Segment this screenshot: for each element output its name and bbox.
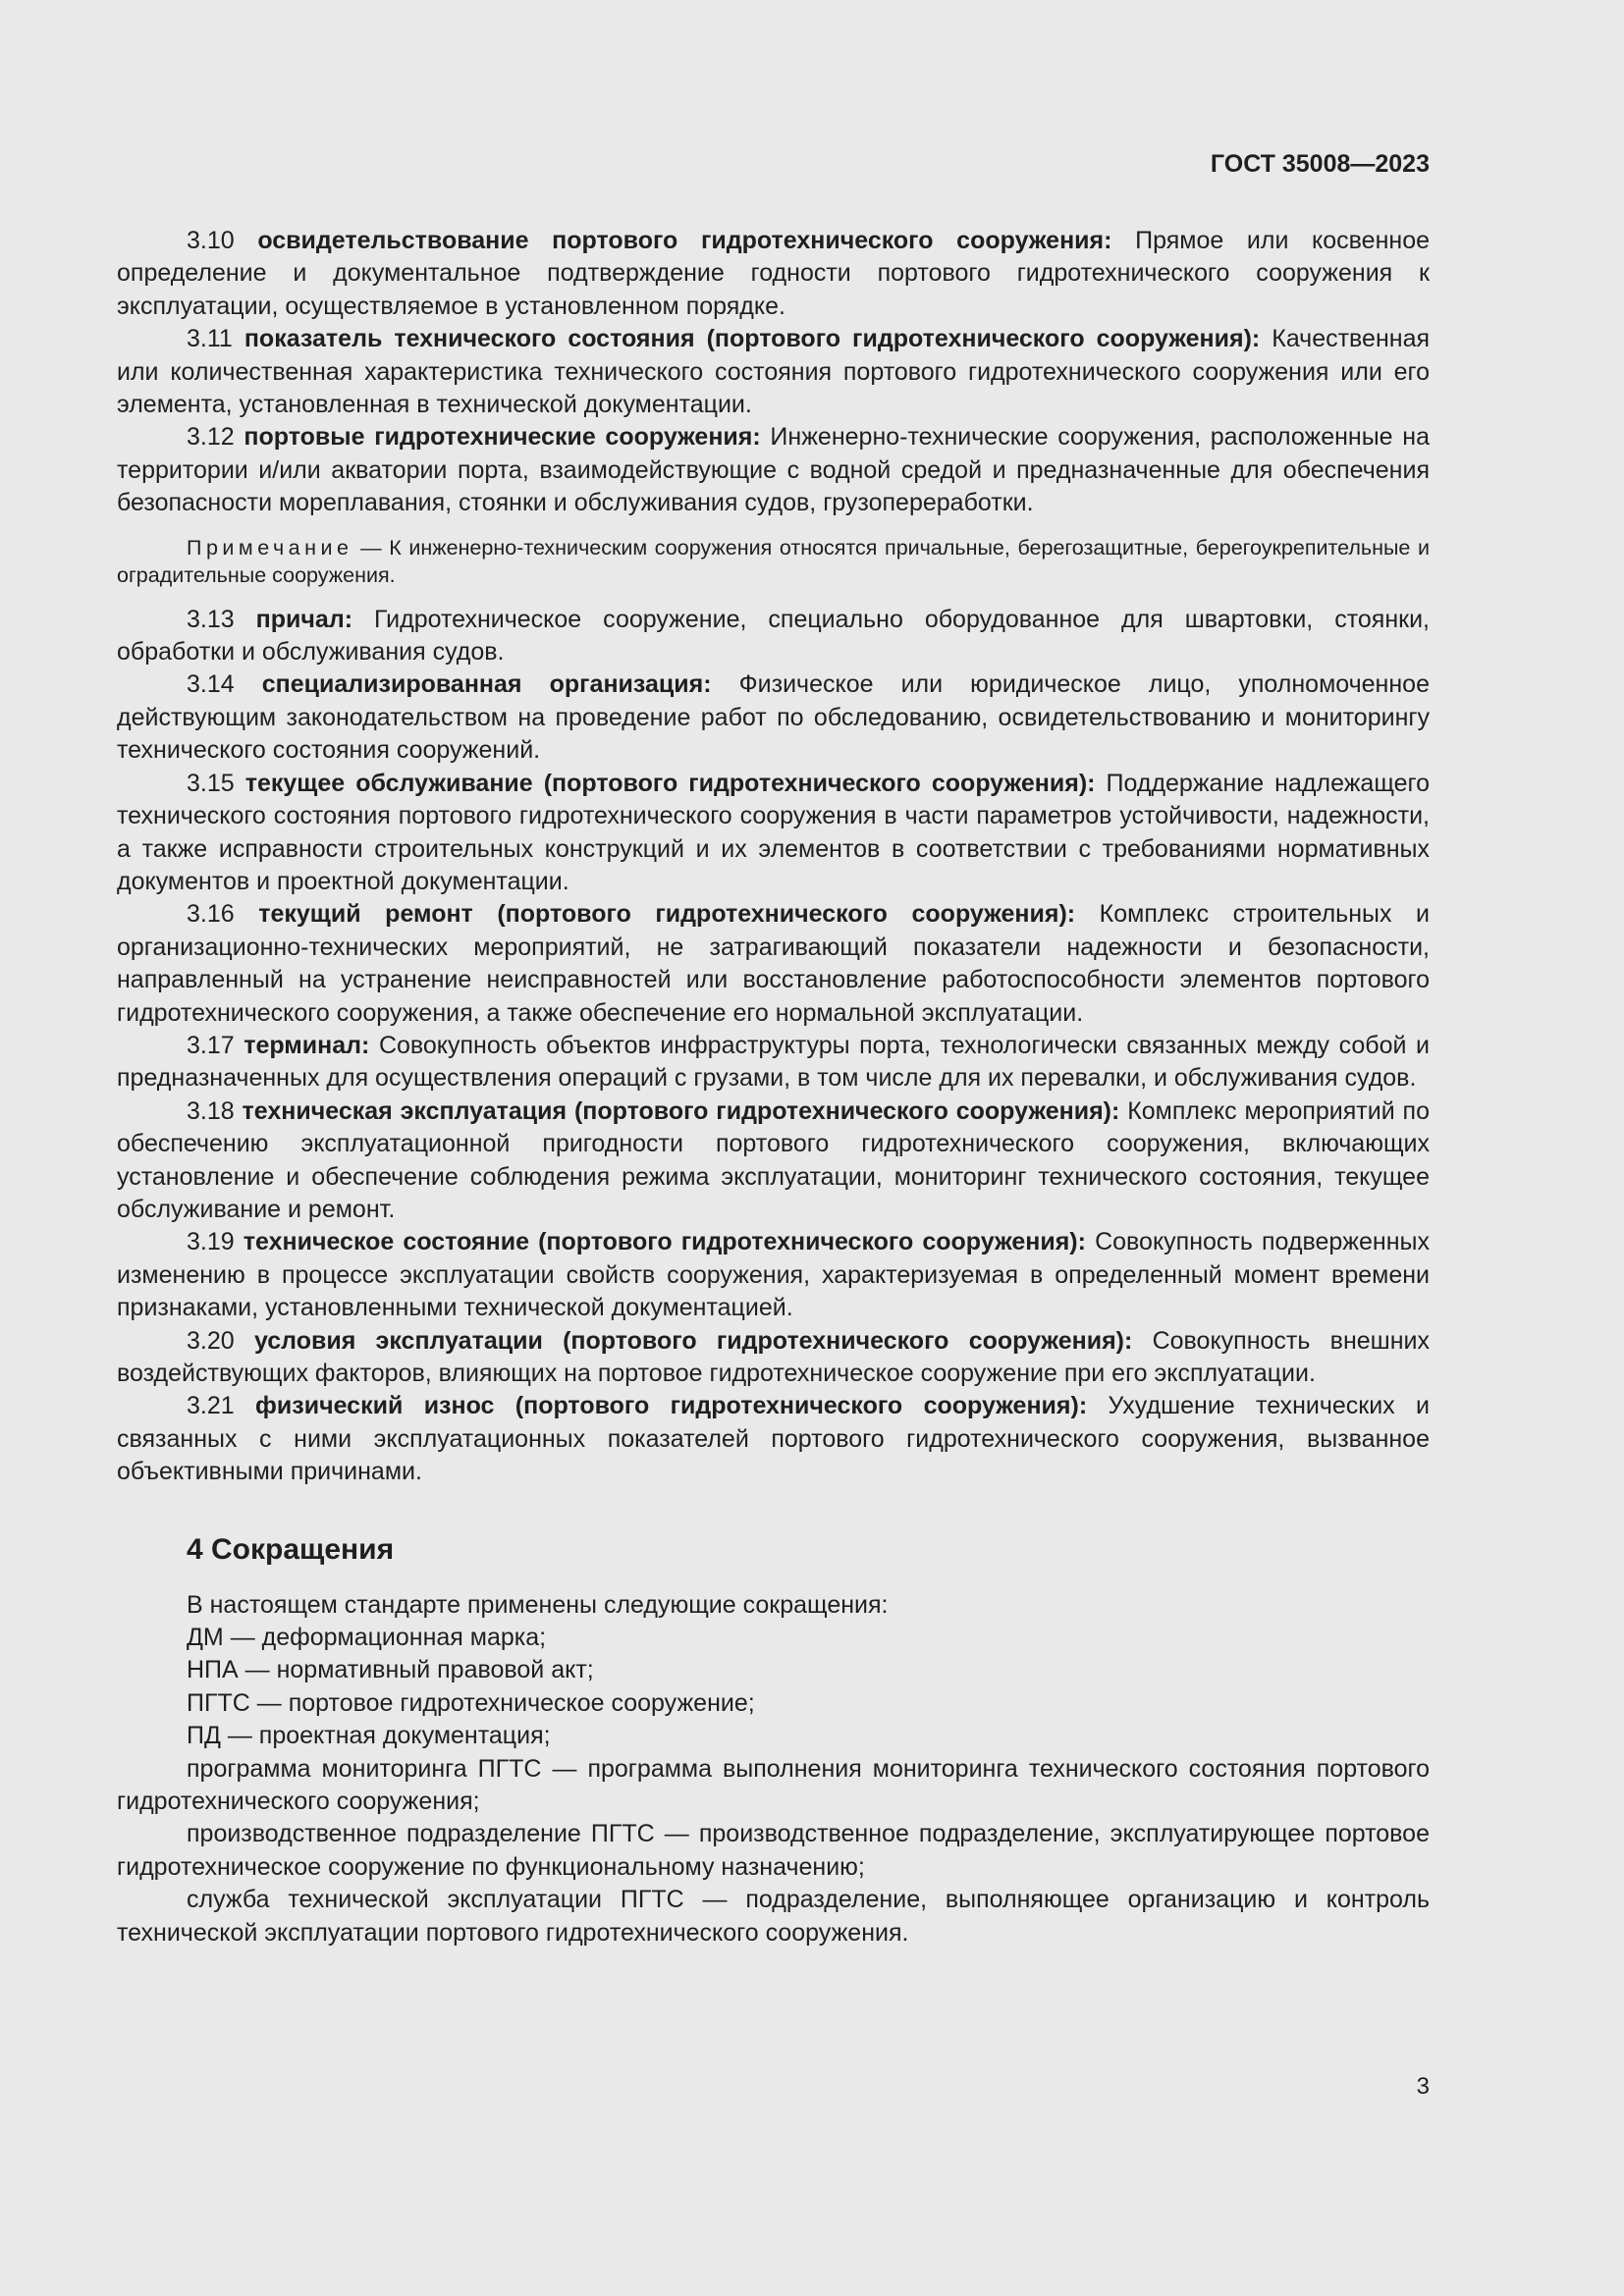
definition-number: 3.18 <box>187 1096 235 1125</box>
definition-3-17 <box>117 1030 1430 1095</box>
definition-number: 3.17 <box>187 1031 235 1059</box>
definition-term: физический износ (портового гидротехнического сооружения): <box>255 1392 1088 1420</box>
abbreviation-item: программа мониторинга ПГТС — программа выполнения мониторинга технического состояния портового гидротехнического сооружения; <box>117 1754 1430 1816</box>
definition-text: Совокупность объектов инфраструктуры порта, технологически связанных между собой и предназначенных для осуществления операций с грузами, в том числе для их перевалки, и обслуживания судов. <box>117 1031 1430 1093</box>
abbreviation-item: ДМ — деформационная марка; <box>187 1624 547 1652</box>
definition-number: 3.14 <box>187 670 235 699</box>
definition-text: Комплекс строительных и организационно-технических мероприятий, не затрагивающий показатели надежности и безопасности, направленный на устранение неисправностей или восстановление работоспособности элементов портового гидротехнического сооружения, а также обеспечение его нормальной эксплуатации. <box>117 900 1430 1027</box>
definition-number: 3.20 <box>187 1326 235 1355</box>
definition-number: 3.13 <box>187 605 235 633</box>
definition-3-20 <box>117 1325 1430 1391</box>
definition-3-16 <box>117 898 1430 1030</box>
document-body <box>117 225 1430 1949</box>
definition-term: портовые гидротехнические сооружения: <box>244 423 761 452</box>
definition-3-15 <box>117 768 1430 899</box>
definition-term: освидетельствование портового гидротехнического сооружения: <box>257 227 1112 254</box>
definition-3-13 <box>117 604 1430 669</box>
definition-term: текущий ремонт (портового гидротехнического сооружения): <box>258 900 1076 929</box>
definition-text: Качественная или количественная характеристика технического состояния портового гидротехнического сооружения или его элемента, установленная в технической документации. <box>117 325 1431 419</box>
abbreviations-intro: В настоящем стандарте применены следующие сокращения: <box>187 1590 889 1619</box>
definition-text: Гидротехническое сооружение, специально оборудованное для швартовки, стоянки, обработки и обслуживания судов. <box>117 605 1430 667</box>
definition-term: показатель технического состояния (портового гидротехнического сооружения): <box>244 325 1261 353</box>
definition-text: Прямое или косвенное определение и документальное подтверждение годности портового гидротехнического сооружения к эксплуатации, осуществляемое в установленном порядке. <box>117 227 1431 320</box>
definition-number: 3.15 <box>187 769 235 797</box>
abbreviation-item: служба технической эксплуатации ПГТС — подразделение, выполняющее организацию и контроль технической эксплуатации портового гидротехнического сооружения. <box>117 1886 1430 1947</box>
definition-term: техническая эксплуатация (портового гидротехнического сооружения): <box>242 1096 1120 1125</box>
abbreviation-item: ПД — проектная документация; <box>187 1722 551 1750</box>
abbreviation-item: НПА — нормативный правовой акт; <box>187 1656 594 1684</box>
definition-3-19 <box>117 1226 1430 1324</box>
page-number: 3 <box>1416 2073 1430 2100</box>
definition-number: 3.21 <box>187 1392 235 1420</box>
document-code-header: ГОСТ 35008—2023 <box>1210 150 1430 178</box>
definition-text: Физическое или юридическое лицо, уполномоченное действующим законодательством на проведение работ по обследованию, освидетельствованию и мониторингу технического состояния сооружений. <box>117 670 1430 765</box>
definition-3-11 <box>117 323 1430 421</box>
definition-number: 3.12 <box>187 423 235 452</box>
definition-term: техническое состояние (портового гидротехнического сооружения): <box>243 1228 1086 1256</box>
definition-3-14 <box>117 668 1430 767</box>
definition-3-21 <box>117 1390 1430 1488</box>
definition-term: причал: <box>255 605 353 633</box>
definition-number: 3.19 <box>187 1228 235 1256</box>
definition-3-12 <box>117 421 1430 519</box>
definition-text: Поддержание надлежащего технического состояния портового гидротехнического сооружения в части параметров устойчивости, надежности, а также исправности строительных конструкций и их элементов в соответствии с требованиями нормативных документов и проектной документации. <box>117 769 1430 895</box>
note-label: Примечание <box>187 535 353 560</box>
definition-number: 3.11 <box>187 325 233 353</box>
definition-3-18 <box>117 1095 1430 1227</box>
definition-text: Комплекс мероприятий по обеспечению эксплуатационной пригодности портового гидротехнического сооружения, включающих установление и обеспечение соблюдения режима эксплуатации, мониторинг технического состояния, текущее обслуживание и ремонт. <box>117 1096 1430 1223</box>
note-text: — К инженерно-техническим сооружения относятся причальные, берегозащитные, берегоукрепительные и оградительные сооружения. <box>117 535 1430 588</box>
definition-text: Совокупность подверженных изменению в процессе эксплуатации свойств сооружения, характеризуемая в определенный момент времени признаками, установленными технической документацией. <box>117 1228 1430 1322</box>
definition-text: Инженерно-технические сооружения, расположенные на территории и/или акватории порта, взаимодействующие с водной средой и предназначенные для обеспечения безопасности мореплавания, стоянки и обслуживания судов, грузопереработки. <box>117 423 1430 517</box>
definition-text: Совокупность внешних воздействующих факторов, влияющих на портовое гидротехническое сооружение при его эксплуатации. <box>117 1326 1430 1387</box>
definition-number: 3.16 <box>187 900 235 929</box>
definition-term: условия эксплуатации (портового гидротехнического сооружения): <box>253 1326 1133 1355</box>
definition-term: текущее обслуживание (портового гидротехнического сооружения): <box>244 769 1096 797</box>
definition-term: специализированная организация: <box>261 670 712 699</box>
definition-3-10 <box>117 225 1430 323</box>
definition-term: терминал: <box>244 1031 370 1059</box>
definition-text: Ухудшение технических и связанных с ними эксплуатационных показателей портового гидротехнического сооружения, вызванное объективными причинами. <box>117 1392 1431 1486</box>
note <box>117 534 1430 590</box>
definition-number: 3.10 <box>187 227 235 254</box>
section-heading-abbreviations: 4 Сокращения <box>187 1532 395 1566</box>
abbreviation-item: производственное подразделение ПГТС — производственное подразделение, эксплуатирующее портовое гидротехническое сооружение по функциональному назначению; <box>117 1820 1430 1881</box>
abbreviation-item: ПГТС — портовое гидротехническое сооружение; <box>187 1688 755 1717</box>
